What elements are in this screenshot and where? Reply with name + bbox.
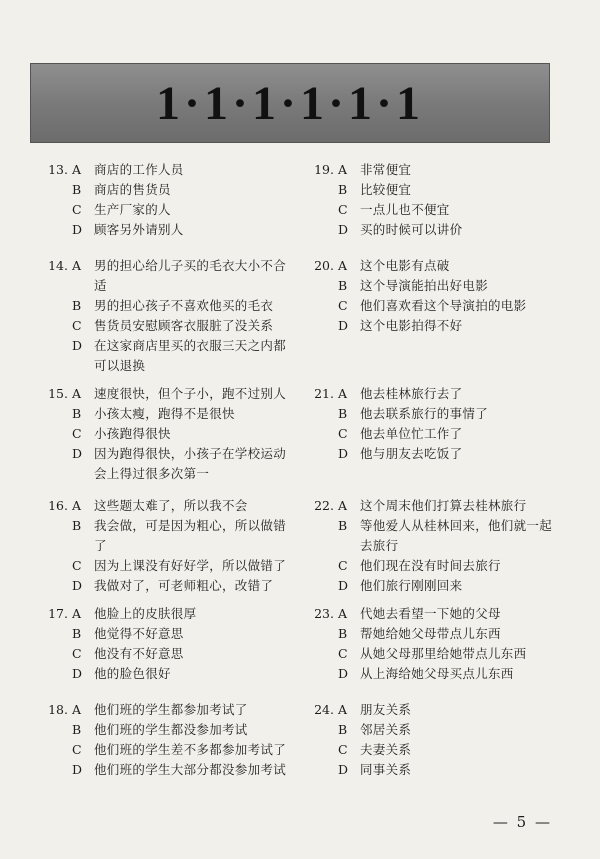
option-letter: A [72,258,82,273]
option-letter: C [72,318,82,333]
question-number [46,424,68,444]
option-text: 这个电影有点破 [360,258,450,273]
question-number: 14. [48,258,68,273]
option-d [46,664,296,684]
option-d [46,576,296,596]
question-number: 16. [48,498,68,513]
option-letter: B [338,278,348,293]
question-number [46,624,68,644]
option-text: 他们班的学生大部分都没参加考试 [94,762,287,777]
option-letter: D [72,446,83,461]
option-text: 从上海给她父母买点儿东西 [360,666,514,681]
question-number: 18. [48,702,68,717]
option-text: 商店的工作人员 [94,162,184,177]
option-letter: B [338,406,348,421]
option-b [46,720,296,740]
question-number: 15. [48,386,68,401]
option-text: 比较便宜 [360,182,412,197]
question-number: 24. [314,702,334,717]
question-number [46,296,68,316]
question-number: 19. [314,162,334,177]
option-c [312,556,562,576]
option-letter: B [72,406,82,421]
option-c [312,740,562,760]
option-text: 一点儿也不便宜 [360,202,450,217]
question-number [46,220,68,240]
option-d [312,316,562,336]
question-number [46,644,68,664]
option-letter: C [72,646,82,661]
option-letter: B [72,298,82,313]
option-text: 从她父母那里给她带点儿东西 [360,646,527,661]
option-text: 他与朋友去吃饭了 [360,446,463,461]
option-b [46,404,296,424]
option-c [312,200,562,220]
question-number [46,200,68,220]
question-15 [46,384,296,484]
option-d [46,220,296,240]
option-letter: D [338,446,349,461]
option-letter: C [72,742,82,757]
option-d [312,220,562,240]
option-letter: C [72,558,82,573]
option-c [312,296,562,316]
option-text: 我会做，可是因为粗心，所以做错了 [94,518,287,553]
option-letter: A [338,386,348,401]
option-letter: C [338,202,348,217]
option-b [312,720,562,740]
option-letter: D [72,222,83,237]
option-text: 他们旅行刚刚回来 [360,578,463,593]
question-number: 23. [314,606,334,621]
option-letter: A [72,702,82,717]
option-c [46,644,296,664]
option-a [46,256,296,296]
question-number [312,200,334,220]
question-14 [46,256,296,376]
question-number [312,276,334,296]
option-letter: A [338,702,348,717]
option-a [46,160,296,180]
question-number [312,296,334,316]
page-number: — 5 — [492,813,552,831]
option-text: 他去桂林旅行去了 [360,386,463,401]
option-text: 这个导演能拍出好电影 [360,278,489,293]
question-16 [46,496,296,596]
question-23 [312,604,562,684]
question-number [312,424,334,444]
option-letter: C [72,202,82,217]
question-20 [312,256,562,336]
option-a [46,700,296,720]
option-text: 在这家商店里买的衣服三天之内都可以退换 [94,338,287,373]
option-letter: C [338,426,348,441]
option-letter: A [338,162,348,177]
option-text: 他们班的学生都参加考试了 [94,702,248,717]
option-text: 同事关系 [360,762,412,777]
option-a [312,496,562,516]
question-17 [46,604,296,684]
question-number [312,404,334,424]
option-letter: C [338,298,348,313]
option-c [312,424,562,444]
option-text: 这些题太难了，所以我不会 [94,498,248,513]
question-number [312,316,334,336]
option-c [46,200,296,220]
option-a [312,256,562,276]
option-text: 男的担心孩子不喜欢他买的毛衣 [94,298,274,313]
option-b [312,624,562,644]
option-letter: B [72,518,82,533]
option-letter: D [72,762,83,777]
option-b [312,276,562,296]
option-text: 售货员安慰顾客衣服脏了没关系 [94,318,274,333]
option-a [46,384,296,404]
option-a [46,496,296,516]
option-text: 他没有不好意思 [94,646,184,661]
option-letter: B [72,722,82,737]
question-number [46,336,68,376]
option-d [46,444,296,484]
option-letter: A [72,606,82,621]
option-text: 这个周末他们打算去桂林旅行 [360,498,527,513]
question-number [312,720,334,740]
option-text: 邻居关系 [360,722,412,737]
question-number [312,180,334,200]
question-number [312,760,334,780]
question-number [46,720,68,740]
option-c [46,556,296,576]
option-text: 速度很快，但个子小，跑不过别人 [94,386,287,401]
question-number [46,760,68,780]
option-letter: B [338,182,348,197]
option-letter: D [72,338,83,353]
question-number [46,180,68,200]
question-number: 20. [314,258,334,273]
option-text: 买的时候可以讲价 [360,222,463,237]
option-text: 他去联系旅行的事情了 [360,406,489,421]
question-number [312,644,334,664]
question-number [312,740,334,760]
option-d [46,336,296,376]
question-number [46,316,68,336]
question-13 [46,160,296,240]
option-letter: C [338,558,348,573]
option-text: 他们喜欢看这个导演拍的电影 [360,298,527,313]
option-text: 顾客另外请别人 [94,222,184,237]
option-letter: B [338,626,348,641]
option-text: 因为上课没有好好学，所以做错了 [94,558,287,573]
option-text: 他们班的学生都没参加考试 [94,722,248,737]
question-number [46,516,68,556]
option-text: 朋友关系 [360,702,412,717]
question-number [312,576,334,596]
question-number [46,556,68,576]
option-text: 我做对了，可老师粗心，改错了 [94,578,274,593]
option-b [312,180,562,200]
option-c [46,316,296,336]
option-letter: A [72,386,82,401]
question-21 [312,384,562,464]
option-b [46,624,296,644]
option-a [312,700,562,720]
option-letter: C [338,742,348,757]
option-b [46,296,296,316]
option-d [312,444,562,464]
option-c [46,424,296,444]
question-number [312,664,334,684]
option-letter: C [338,646,348,661]
option-a [312,384,562,404]
question-number: 17. [48,606,68,621]
option-letter: D [338,762,349,777]
option-d [312,576,562,596]
option-letter: B [338,722,348,737]
option-letter: B [72,626,82,641]
option-b [46,180,296,200]
option-a [312,160,562,180]
question-24 [312,700,562,780]
option-c [312,644,562,664]
option-letter: A [338,606,348,621]
option-letter: B [72,182,82,197]
option-b [312,404,562,424]
question-number [312,556,334,576]
question-number [312,516,334,556]
question-number [312,220,334,240]
option-letter: A [338,258,348,273]
section-banner [30,63,550,143]
option-letter: A [338,498,348,513]
option-letter: D [72,578,83,593]
option-letter: D [338,222,349,237]
question-number [46,576,68,596]
question-number: 13. [48,162,68,177]
option-letter: A [72,498,82,513]
option-letter: A [72,162,82,177]
option-text: 因为跑得很快，小孩子在学校运动会上得过很多次第一 [94,446,287,481]
option-text: 男的担心给儿子买的毛衣大小不合适 [94,258,287,293]
option-text: 夫妻关系 [360,742,412,757]
option-text: 商店的售货员 [94,182,171,197]
option-letter: C [72,426,82,441]
question-number [46,740,68,760]
question-22 [312,496,562,596]
option-text: 生产厂家的人 [94,202,171,217]
option-b [312,516,562,556]
option-d [312,664,562,684]
question-19 [312,160,562,240]
option-d [46,760,296,780]
option-text: 这个电影拍得不好 [360,318,463,333]
option-text: 他们现在没有时间去旅行 [360,558,501,573]
option-d [312,760,562,780]
question-number [312,444,334,464]
question-number [46,444,68,484]
question-number [46,664,68,684]
option-text: 帮她给她父母带点儿东西 [360,626,501,641]
option-text: 等他爱人从桂林回来，他们就一起去旅行 [360,518,553,553]
option-letter: B [338,518,348,533]
option-text: 他觉得不好意思 [94,626,184,641]
option-b [46,516,296,556]
option-text: 他们班的学生差不多都参加考试了 [94,742,287,757]
question-number: 22. [314,498,334,513]
question-number [312,624,334,644]
option-text: 他的脸色很好 [94,666,171,681]
option-text: 非常便宜 [360,162,412,177]
option-text: 他去单位忙工作了 [360,426,463,441]
question-number [46,404,68,424]
option-c [46,740,296,760]
option-letter: D [72,666,83,681]
option-letter: D [338,578,349,593]
option-text: 他脸上的皮肤很厚 [94,606,197,621]
question-number: 21. [314,386,334,401]
banner-title: 1·1·1·1·1·1 [155,76,425,130]
option-a [312,604,562,624]
option-text: 代她去看望一下她的父母 [360,606,501,621]
question-18 [46,700,296,780]
option-letter: D [338,666,349,681]
option-a [46,604,296,624]
option-text: 小孩跑得很快 [94,426,171,441]
option-letter: D [338,318,349,333]
option-text: 小孩太瘦，跑得不是很快 [94,406,235,421]
